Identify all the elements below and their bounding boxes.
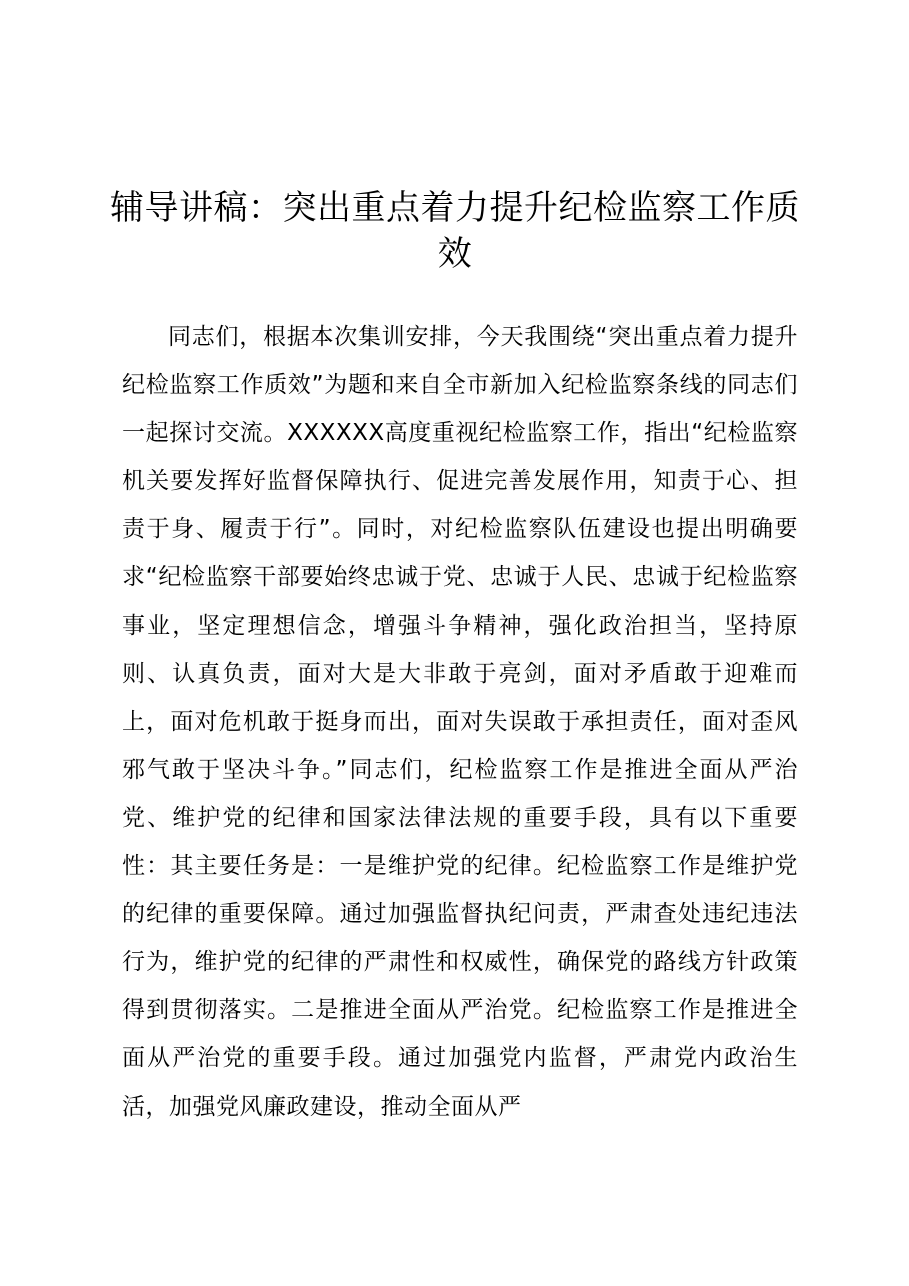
document-title: 辅导讲稿：突出重点着力提升纪检监察工作质效: [110, 187, 800, 274]
body-paragraph: 同志们，根据本次集训安排，今天我围绕“突出重点着力提升纪检监察工作质效”为题和来自全市新加入纪检监察条线的同志们一起探讨交流。XXXXXX高度重视纪检监察工作，指出“纪检监察机关要发挥好监督保障执行、促进完善发展作用，知责于心、担责于身、履责于行”。同时，对纪检监察队伍建设也提出明确要求“纪检监察干部要始终忠诚于党、忠诚于人民、忠诚于纪检监察事业，坚定理想信念，增强斗争精神，强化政治担当，坚持原则、认真负责，面对大是大非敢于亮剑，面对矛盾敢于迎难而上，面对危机敢于挺身而出，面对失误敢于承担责任，面对歪风邪气敢于坚决斗争。”同志们，纪检监察工作是推进全面从严治党、维护党的纪律和国家法律法规的重要手段，具有以下重要性：其主要任务是：一是维护党的纪律。纪检监察工作是维护党的纪律的重要保障。通过加强监督执纪问责，严肃查处违纪违法行为，维护党的纪律的严肃性和权威性，确保党的路线方针政策得到贯彻落实。二是推进全面从严治党。纪检监察工作是推进全面从严治党的重要手段。通过加强党内监督，严肃党内政治生活，加强党风廉政建设，推动全面从严: [122, 324, 798, 1120]
